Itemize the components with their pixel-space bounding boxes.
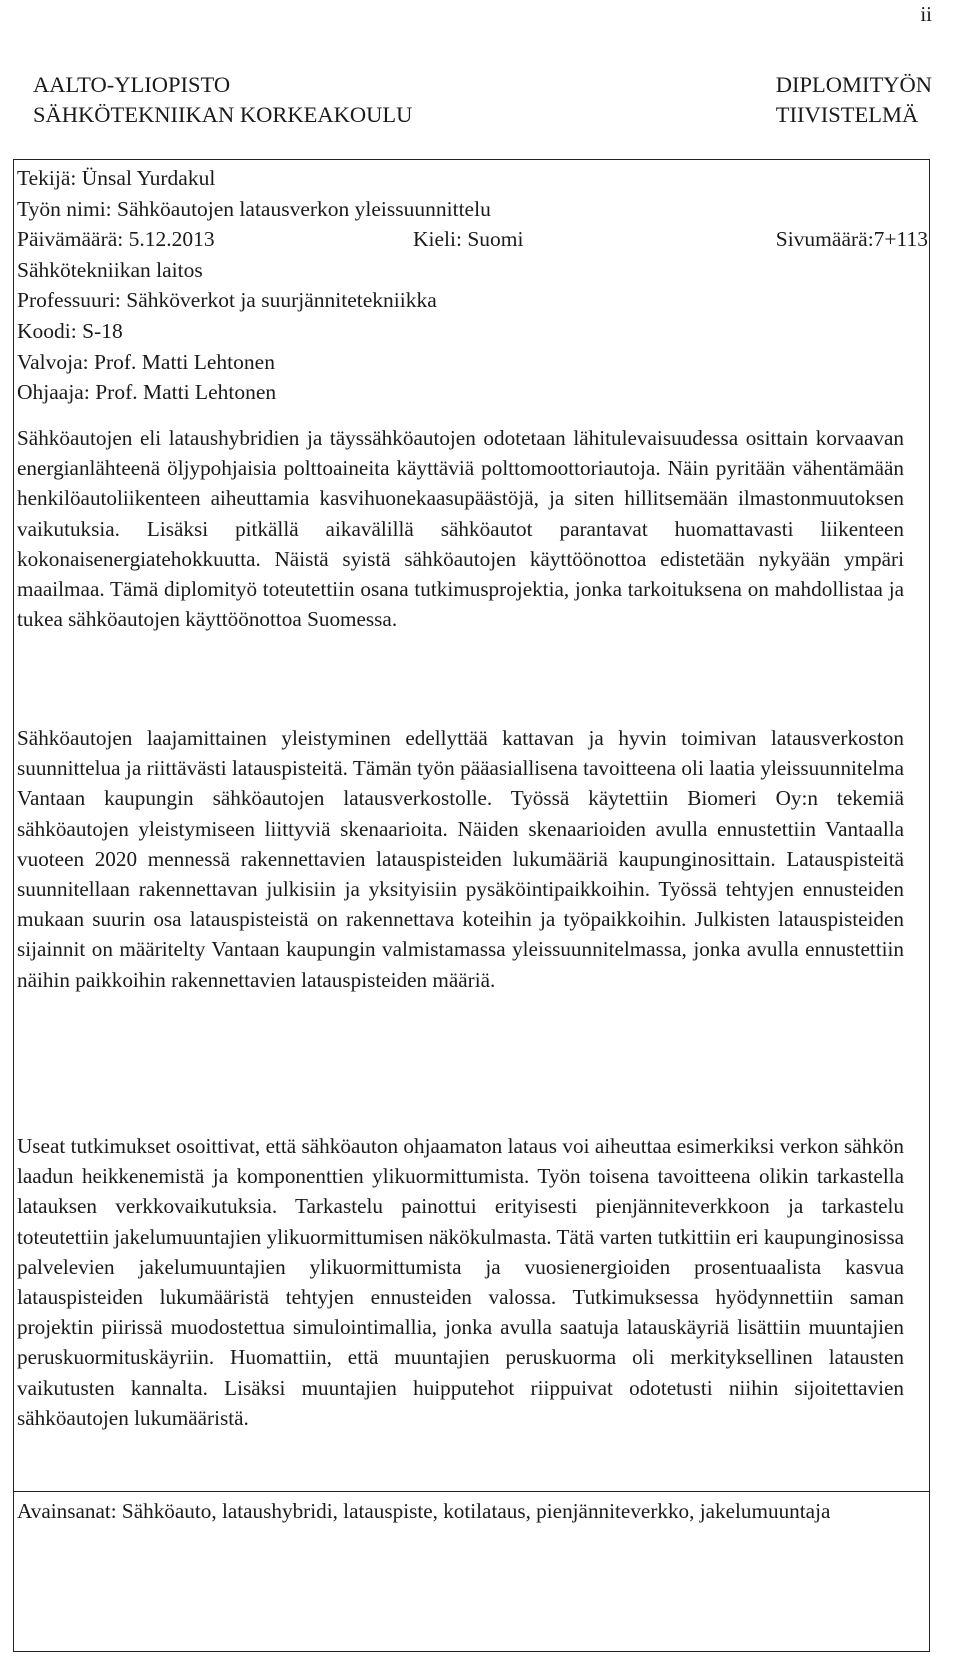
title-line: Työn nimi: Sähköautojen latausverkon yleissuunnittelu <box>17 196 491 221</box>
university-block <box>33 70 412 130</box>
language-text: Kieli: Suomi <box>413 227 524 252</box>
abstract-paragraph-3 <box>17 1131 904 1433</box>
page-count-text: Sivumäärä:7+113 <box>775 227 928 252</box>
abstract-paragraph-3-text: Useat tutkimukset osoittivat, että sähköauton ohjaamaton lataus voi aiheuttaa esimerkiksi verkon sähkön laadun heikkenemistä ja komponenttien ylikuormittumista. Työn toisena tavoitteena olikin tarkastella latauksen verkkovaikutuksia. Tarkastelu painottui erityisesti pienjänniteverkkoon ja tarkastelu toteutettiin jakelumuuntajien ylikuormittumisen näkökulmasta. Tätä varten tutkittiin eri kaupunginosissa palvelevien jakelumuuntajien ylikuormittumista ja vuosienergioiden prosentuaalista kasvua latauspisteiden lukumääristä tehtyjen ennusteiden valossa. Tutkimuksessa hyödynnettiin saman projektin piirissä muodostettua simulointimallia, jonka avulla saatuja latauskäyriä lisättiin muuntajien peruskuormituskäyriin. Huomattiin, että muuntajien peruskuorma oli merkityksellinen latausten vaikutusten kannalta. Lisäksi muuntajien huipputehot riippuivat odotetusti niihin sijoitettavien sähköautojen lukumääristä. <box>17 1134 904 1430</box>
advisor-line: Ohjaaja: Prof. Matti Lehtonen <box>17 380 277 405</box>
abstract-paragraph-1 <box>17 423 904 634</box>
university-name: AALTO-YLIOPISTO <box>33 72 231 97</box>
page-number: ii <box>920 2 932 26</box>
department-line: Sähkötekniikan laitos <box>17 257 203 282</box>
keywords-text: Avainsanat: Sähköauto, lataushybridi, latauspiste, kotilataus, pienjänniteverkko, jakelumuuntaja <box>17 1499 831 1523</box>
code-line: Koodi: S-18 <box>17 318 123 343</box>
document-type-line1: DIPLOMITYÖN <box>775 72 932 97</box>
thesis-metadata <box>17 163 928 408</box>
abstract-paragraph-1-text: Sähköautojen eli lataushybridien ja täyssähköautojen odotetaan lähitulevaisuudessa osittain korvaavan energianlähteenä öljypohjaisia polttoaineita käyttäviä polttomoottoriautoja. Näin pyritään vähentämään henkilöautoliikenteen aiheuttamia kasvihuonekaasupäästöjä, ja siten hillitsemään ilmastonmuutoksen vaikutuksia. Lisäksi pitkällä aikavälillä sähköautot parantavat huomattavasti liikenteen kokonaisenergiatehokkuutta. Näistä syistä sähköautojen käyttöönottoa edistetään nykyään ympäri maailmaa. Tämä diplomityö toteutettiin osana tutkimusprojektia, jonka tarkoituksena on mahdollistaa ja tukea sähköautojen käyttöönottoa Suomessa. <box>17 426 904 632</box>
document-type-line2: TIIVISTELMÄ <box>775 102 919 127</box>
keywords-section <box>13 1491 930 1527</box>
date-text: Päivämäärä: 5.12.2013 <box>17 227 215 252</box>
professorship-line: Professuuri: Sähköverkot ja suurjännitetekniikka <box>17 288 437 313</box>
abstract-paragraph-2 <box>17 723 904 995</box>
date-language-pages-row <box>17 224 928 255</box>
abstract-paragraph-2-text: Sähköautojen laajamittainen yleistyminen edellyttää kattavan ja hyvin toimivan latausverkoston suunnittelua ja riittävästi latauspisteitä. Tämän työn pääasiallisena tavoitteena oli laatia yleissuunnitelma Vantaan kaupungin sähköautojen latausverkostolle. Työssä käytettiin Biomeri Oy:n tekemiä sähköautojen yleistymiseen liittyviä skenaarioita. Näiden skenaarioiden avulla ennustettiin Vantaalla vuoteen 2020 mennessä rakennettavien latauspisteiden lukumääriä kaupunginosittain. Latauspisteitä suunnitellaan rakennettavan julkisiin ja yksityisiin pysäköintipaikkoihin. Työssä tehtyjen ennusteiden mukaan suurin osa latauspisteistä on rakennettava koteihin ja työpaikkoihin. Julkisten latauspisteiden sijainnit on määritelty Vantaan kaupungin valmistamassa yleissuunnitelmassa, jonka avulla ennustettiin näihin paikkoihin rakennettavien latauspisteiden määriä. <box>17 726 904 992</box>
author-line: Tekijä: Ünsal Yurdakul <box>17 166 216 190</box>
document-type-block <box>776 70 932 130</box>
supervisor-line: Valvoja: Prof. Matti Lehtonen <box>17 349 275 374</box>
school-name: SÄHKÖTEKNIIKAN KORKEAKOULU <box>33 102 413 127</box>
